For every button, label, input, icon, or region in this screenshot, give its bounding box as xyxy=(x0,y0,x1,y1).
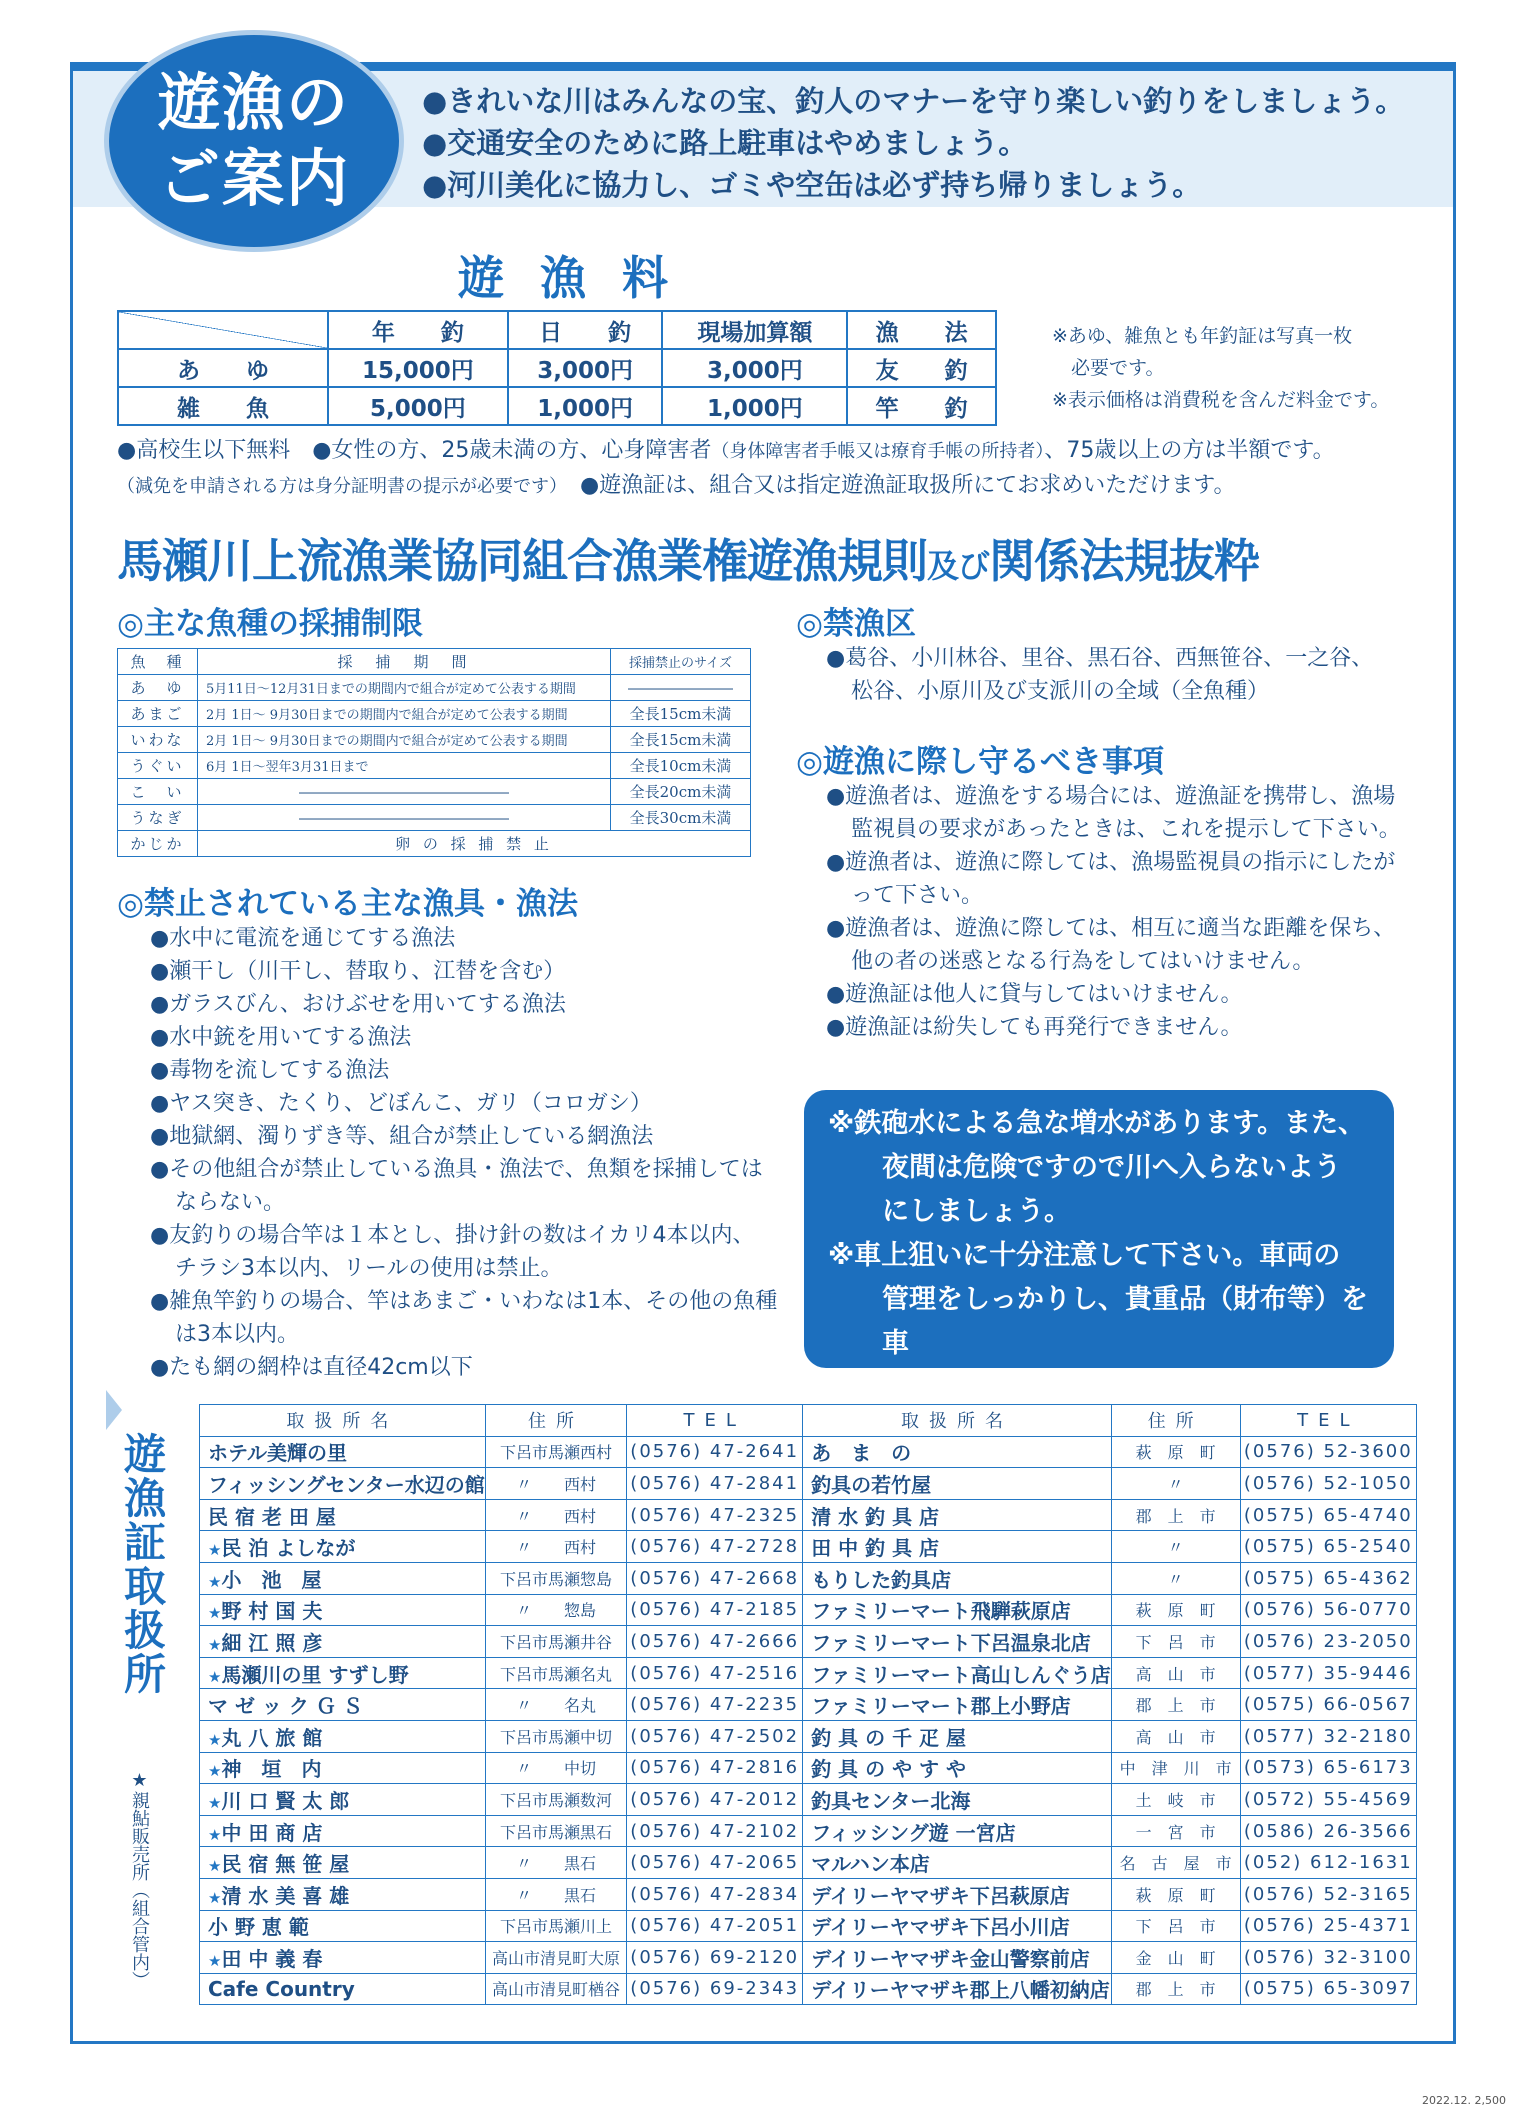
list-item: ●毒物を流してする漁法 xyxy=(150,1058,390,1083)
list-item: ●遊漁者は、遊漁に際しては、相互に適当な距離を保ち、 xyxy=(826,916,1396,941)
vendor-tel: (0576) 69-2120 xyxy=(627,1942,803,1974)
list-item: って下さい。 xyxy=(851,883,984,908)
vendor-name xyxy=(200,1910,486,1942)
vendor-name-text: 小 野 恵 範 xyxy=(208,1915,309,1940)
vendor-tel: (0576) 47-2728 xyxy=(627,1531,803,1563)
list-item: ならない。 xyxy=(175,1190,286,1215)
vendor-name-text: フィッシングセンター水辺の館 xyxy=(208,1472,485,1497)
list-item: ●瀬干し（川干し、替取り、江替を含む） xyxy=(150,959,566,984)
table-row xyxy=(200,1436,1417,1468)
vendor-name-text: 清 水 美 喜 雄 xyxy=(221,1883,350,1908)
discount-small: （身体障害者手帳又は療育手帳の所持者） xyxy=(711,441,1045,462)
vendor-tel: (0576) 47-2841 xyxy=(627,1468,803,1500)
catch-header: 魚 種 xyxy=(118,649,198,675)
vendor-tel: (0575) 65-4362 xyxy=(1240,1562,1416,1594)
vendors-star-note: ★親鮎販売所（組合管内） xyxy=(129,1770,150,1989)
vendor-name xyxy=(200,1784,486,1816)
fee-table xyxy=(117,310,997,426)
list-item: ●雑魚竿釣りの場合、竿はあまご・いわなは1本、その他の魚種 xyxy=(150,1289,778,1314)
vendor-header: 住所 xyxy=(1111,1405,1240,1437)
vendor-name xyxy=(200,1468,486,1500)
catch-row xyxy=(118,727,751,753)
discount-id-note: （減免を申請される方は身分証明書の提示が必要です） xyxy=(117,476,558,497)
catch-period: 2月 1日～ 9月30日までの期間内で組合が定めて公表する期間 xyxy=(198,727,611,753)
catch-fish: うなぎ xyxy=(118,805,198,831)
warning-line: 内に置かないようにしましょう。 xyxy=(882,1372,1287,1403)
catch-limit-table xyxy=(117,648,751,857)
vendor-header: 取扱所名 xyxy=(200,1405,486,1437)
fee-row xyxy=(118,349,996,387)
prohibited-gear-list xyxy=(150,922,777,1384)
vendor-address: 下 呂 市 xyxy=(1111,1910,1240,1942)
guide-badge xyxy=(104,30,404,252)
fee-row xyxy=(118,387,996,425)
list-item: ●遊漁者は、遊漁に際しては、漁場監視員の指示にしたが xyxy=(826,850,1396,875)
vendor-name xyxy=(200,1942,486,1974)
catch-row xyxy=(118,675,751,701)
table-row xyxy=(200,1942,1417,1974)
discount-end: 、75歳以上の方は半額です。 xyxy=(1044,438,1335,463)
vendor-address: 〃 惣島 xyxy=(485,1594,627,1626)
vendor-name xyxy=(200,1657,486,1689)
vendor-tel: (0576) 47-2668 xyxy=(627,1562,803,1594)
star-icon: ★ xyxy=(208,1604,222,1623)
fee-title: 遊 漁 料 xyxy=(458,251,679,305)
vendor-address: 〃 中切 xyxy=(485,1752,627,1784)
vendor-address: 郡 上 市 xyxy=(1111,1499,1240,1531)
vendor-name-text: 田 中 義 春 xyxy=(221,1946,323,1971)
list-item: ●遊漁証は他人に貸与してはいけません。 xyxy=(826,982,1243,1007)
vendor-header: TEL xyxy=(1240,1405,1416,1437)
vendor-name: 釣具センター北海 xyxy=(803,1784,1112,1816)
star-icon: ★ xyxy=(208,1730,222,1749)
catch-size: 全長10cm未満 xyxy=(611,753,751,779)
rules-title-small: 及び xyxy=(927,547,990,585)
table-row xyxy=(200,1594,1417,1626)
vendor-address: 萩 原 町 xyxy=(1111,1594,1240,1626)
vendor-tel: (0576) 47-2051 xyxy=(627,1910,803,1942)
warning-line: ※車上狙いに十分注意して下さい。車両の xyxy=(828,1240,1341,1271)
fee-header: 日 釣 xyxy=(508,311,663,349)
side-arrow-icon xyxy=(106,1390,122,1430)
table-row xyxy=(200,1784,1417,1816)
vendor-name xyxy=(200,1594,486,1626)
vendor-tel: (0576) 52-3165 xyxy=(1240,1878,1416,1910)
list-item: ●水中銃を用いてする漁法 xyxy=(150,1025,412,1050)
list-item: 他の者の迷惑となる行為をしてはいけません。 xyxy=(851,949,1315,974)
vendor-name: 釣 具 の や す や xyxy=(803,1752,1112,1784)
vendor-tel: (0575) 65-2540 xyxy=(1240,1531,1416,1563)
vendor-address: 下呂市馬瀬川上 xyxy=(485,1910,627,1942)
table-row xyxy=(200,1910,1417,1942)
catch-size: 全長20cm未満 xyxy=(611,779,751,805)
vendor-address: 下呂市馬瀬井谷 xyxy=(485,1626,627,1658)
vendor-tel: (0575) 65-4740 xyxy=(1240,1499,1416,1531)
list-item: ●葛谷、小川林谷、里谷、黒石谷、西無笹谷、一之谷、 xyxy=(826,646,1374,671)
vendor-address: 一 宮 市 xyxy=(1111,1815,1240,1847)
vendor-name xyxy=(200,1720,486,1752)
fee-method: 友 釣 xyxy=(847,349,996,387)
fee-note: ※表示価格は消費税を含んだ料金です。 xyxy=(1052,389,1390,411)
warning-line: ※鉄砲水による急な増水があります。また、 xyxy=(828,1108,1366,1139)
manner-notices xyxy=(422,80,1404,206)
star-icon: ★ xyxy=(208,1572,222,1591)
vendor-tel: (0576) 47-2012 xyxy=(627,1784,803,1816)
fee-surcharge: 1,000円 xyxy=(662,387,847,425)
print-date: 2022.12. 2,500 xyxy=(1422,2094,1506,2107)
star-icon: ★ xyxy=(208,1793,222,1812)
star-icon: ★ xyxy=(208,1888,222,1907)
vendor-address: 金 山 町 xyxy=(1111,1942,1240,1974)
vendor-tel: (0576) 52-3600 xyxy=(1240,1436,1416,1468)
catch-period: ―――――――――――――― xyxy=(198,779,611,805)
vendor-name: デイリーヤマザキ金山警察前店 xyxy=(803,1942,1112,1974)
catch-row xyxy=(118,779,751,805)
vendor-address: 〃 西村 xyxy=(485,1531,627,1563)
vendor-address: 下呂市馬瀬惣島 xyxy=(485,1562,627,1594)
vendor-name-text: 民 宿 老 田 屋 xyxy=(208,1504,336,1529)
vendor-name xyxy=(200,1562,486,1594)
vendor-tel: (0576) 52-1050 xyxy=(1240,1468,1416,1500)
table-row xyxy=(200,1815,1417,1847)
badge-line2: ご案内 xyxy=(157,142,350,215)
vendor-tel: (0576) 47-2641 xyxy=(627,1436,803,1468)
vendor-name-text: 神 垣 内 xyxy=(221,1757,322,1782)
fee-daily: 3,000円 xyxy=(508,349,663,387)
list-item: ●ガラスびん、おけぶせを用いてする漁法 xyxy=(150,992,566,1017)
warning-line: 管理をしっかりし、貴重品（財布等）を車 xyxy=(882,1284,1368,1359)
catch-header: 採 捕 期 間 xyxy=(198,649,611,675)
fee-surcharge: 3,000円 xyxy=(662,349,847,387)
catch-period: 6月 1日～翌年3月31日まで xyxy=(198,753,611,779)
vendor-address: 高山市清見町大原 xyxy=(485,1942,627,1974)
star-icon: ★ xyxy=(208,1541,222,1560)
vendor-name: もりした釣具店 xyxy=(803,1562,1112,1594)
catch-row xyxy=(118,831,751,857)
star-icon: ★ xyxy=(208,1667,222,1686)
vendor-tel: (052) 612-1631 xyxy=(1240,1847,1416,1879)
vendor-name: ファミリーマート下呂温泉北店 xyxy=(803,1626,1112,1658)
vendor-address: 下 呂 市 xyxy=(1111,1626,1240,1658)
list-item: ●その他組合が禁止している漁具・漁法で、魚類を採捕しては xyxy=(150,1157,763,1182)
vendor-name-text: Cafe Country xyxy=(208,1976,355,2001)
list-item: ●遊漁証は紛失しても再発行できません。 xyxy=(826,1015,1243,1040)
star-icon: ★ xyxy=(208,1951,222,1970)
vendor-address: 中 津 川 市 xyxy=(1111,1752,1240,1784)
fee-header: 現場加算額 xyxy=(662,311,847,349)
catch-row xyxy=(118,701,751,727)
vendor-tel: (0576) 47-2102 xyxy=(627,1815,803,1847)
fee-note: 必要です。 xyxy=(1052,357,1165,379)
vendor-address: 〃 xyxy=(1111,1562,1240,1594)
vendor-table xyxy=(199,1404,1417,2005)
closed-area-list xyxy=(826,642,1373,708)
vendor-address: 萩 原 町 xyxy=(1111,1436,1240,1468)
star-icon: ★ xyxy=(208,1825,222,1844)
table-row xyxy=(200,1657,1417,1689)
vendor-tel: (0576) 47-2065 xyxy=(627,1847,803,1879)
vendor-tel: (0576) 47-2834 xyxy=(627,1878,803,1910)
catch-row xyxy=(118,805,751,831)
table-row xyxy=(200,1531,1417,1563)
vendor-name xyxy=(200,1436,486,1468)
star-icon: ★ xyxy=(208,1762,222,1781)
vendor-name: デイリーヤマザキ下呂萩原店 xyxy=(803,1878,1112,1910)
obey-title: ◎遊漁に際し守るべき事項 xyxy=(796,744,1165,780)
table-row xyxy=(200,1468,1417,1500)
vendor-name: 田 中 釣 具 店 xyxy=(803,1531,1112,1563)
obey-list xyxy=(826,780,1401,1044)
vendor-address: 〃 黒石 xyxy=(485,1878,627,1910)
rules-title-main: 馬瀬川上流漁業協同組合漁業権遊漁規則 xyxy=(117,534,927,588)
vendor-tel: (0573) 65-6173 xyxy=(1240,1752,1416,1784)
vendor-tel: (0576) 69-2343 xyxy=(627,1973,803,2005)
fee-notes xyxy=(1052,320,1389,416)
table-row xyxy=(200,1562,1417,1594)
vendor-tel: (0576) 47-2516 xyxy=(627,1657,803,1689)
vendor-name xyxy=(200,1878,486,1910)
vendor-name-text: 細 江 照 彦 xyxy=(221,1630,323,1655)
vendor-tel: (0576) 47-2325 xyxy=(627,1499,803,1531)
discount-where: ●遊漁証は、組合又は指定遊漁証取扱所にてお求めいただけます。 xyxy=(580,473,1236,498)
vendor-address: 〃 西村 xyxy=(485,1499,627,1531)
safety-warning-box xyxy=(804,1090,1394,1403)
fee-note: ※あゆ、雑魚とも年釣証は写真一枚 xyxy=(1052,325,1353,347)
notice-item: ●交通安全のために路上駐車はやめましょう。 xyxy=(422,126,1028,160)
vendor-name xyxy=(200,1689,486,1721)
rules-title xyxy=(117,525,1259,591)
vendor-name: あ ま の xyxy=(803,1436,1112,1468)
vendor-name-text: 馬瀬川の里 すずし野 xyxy=(221,1662,409,1687)
vendor-tel: (0576) 47-2666 xyxy=(627,1626,803,1658)
vendor-name xyxy=(200,1973,486,2005)
warning-line: 夜間は危険ですので川へ入らないよう xyxy=(882,1152,1341,1183)
catch-limit-title: ◎主な魚種の採捕制限 xyxy=(117,606,424,642)
table-row xyxy=(200,1752,1417,1784)
list-item: ●友釣りの場合竿は１本とし、掛け針の数はイカリ4本以内、 xyxy=(150,1223,755,1248)
catch-fish: うぐい xyxy=(118,753,198,779)
vendor-name: 釣 具 の 千 疋 屋 xyxy=(803,1720,1112,1752)
vendor-name-text: 民 泊 よしなが xyxy=(221,1536,356,1561)
catch-size: 全長15cm未満 xyxy=(611,701,751,727)
vendor-header: 取扱所名 xyxy=(803,1405,1112,1437)
vendor-name-text: 野 村 国 夫 xyxy=(221,1599,323,1624)
table-row xyxy=(200,1973,1417,2005)
table-row xyxy=(200,1689,1417,1721)
vendor-name: ファミリーマート飛騨萩原店 xyxy=(803,1594,1112,1626)
vendor-name-text: ホテル美輝の里 xyxy=(208,1441,347,1466)
vendor-tel: (0575) 66-0567 xyxy=(1240,1689,1416,1721)
vendor-tel: (0577) 35-9446 xyxy=(1240,1657,1416,1689)
fee-header: 漁 法 xyxy=(847,311,996,349)
vendor-name-text: 中 田 商 店 xyxy=(221,1820,323,1845)
catch-fish: あまご xyxy=(118,701,198,727)
catch-fish: かじか xyxy=(118,831,198,857)
catch-period: ―――――――――――――― xyxy=(198,805,611,831)
vendor-address: 郡 上 市 xyxy=(1111,1973,1240,2005)
vendor-tel: (0576) 25-4371 xyxy=(1240,1910,1416,1942)
vendor-address: 高 山 市 xyxy=(1111,1720,1240,1752)
catch-size: 全長15cm未満 xyxy=(611,727,751,753)
vendor-name xyxy=(200,1815,486,1847)
fee-daily: 1,000円 xyxy=(508,387,663,425)
discount-info xyxy=(117,434,1335,504)
list-item: 松谷、小原川及び支派川の全域（全魚種） xyxy=(851,679,1270,704)
vendor-address: 下呂市馬瀬黒石 xyxy=(485,1815,627,1847)
vendors-title: 遊漁証取扱所 xyxy=(118,1432,167,1696)
vendor-tel: (0576) 47-2502 xyxy=(627,1720,803,1752)
vendor-address: 下呂市馬瀬西村 xyxy=(485,1436,627,1468)
discount-text: ●高校生以下無料 ●女性の方、25歳未満の方、心身障害者 xyxy=(117,438,712,463)
vendor-tel: (0576) 47-2816 xyxy=(627,1752,803,1784)
star-icon: ★ xyxy=(208,1857,222,1876)
vendor-tel: (0576) 23-2050 xyxy=(1240,1626,1416,1658)
fee-annual: 15,000円 xyxy=(328,349,508,387)
list-item: 監視員の要求があったときは、これを提示して下さい。 xyxy=(851,817,1401,842)
vendor-header: 住所 xyxy=(485,1405,627,1437)
vendor-address: 〃 xyxy=(1111,1531,1240,1563)
list-item: ●ヤス突き、たくり、どぼんこ、ガリ（コロガシ） xyxy=(150,1091,652,1116)
fee-annual: 5,000円 xyxy=(328,387,508,425)
vendor-name: ファミリーマート高山しんぐう店 xyxy=(803,1657,1112,1689)
vendor-name xyxy=(200,1752,486,1784)
vendor-name: 釣具の若竹屋 xyxy=(803,1468,1112,1500)
catch-size: ――――――― xyxy=(611,675,751,701)
vendor-name-text: 丸 八 旅 館 xyxy=(221,1725,323,1750)
list-item: ●たも網の網枠は直径42cm以下 xyxy=(150,1355,473,1380)
catch-fish: いわな xyxy=(118,727,198,753)
vendor-name: フィッシング遊 一宮店 xyxy=(803,1815,1112,1847)
list-item: ●遊漁者は、遊漁をする場合には、遊漁証を携帯し、漁場 xyxy=(826,784,1396,809)
notice-item: ●きれいな川はみんなの宝、釣人のマナーを守り楽しい釣りをしましょう。 xyxy=(422,84,1405,118)
vendor-address: 下呂市馬瀬中切 xyxy=(485,1720,627,1752)
vendor-tel: (0576) 47-2185 xyxy=(627,1594,803,1626)
vendor-name: 清 水 釣 具 店 xyxy=(803,1499,1112,1531)
table-row xyxy=(200,1878,1417,1910)
vendor-tel: (0576) 47-2235 xyxy=(627,1689,803,1721)
fee-fish: あ ゆ xyxy=(118,349,328,387)
vendor-name-text: マ ゼ ッ ク Ｇ Ｓ xyxy=(208,1694,363,1719)
table-row xyxy=(200,1847,1417,1879)
list-item: チラシ3本以内、リールの使用は禁止。 xyxy=(175,1256,563,1281)
table-row xyxy=(200,1499,1417,1531)
catch-size: 全長30cm未満 xyxy=(611,805,751,831)
catch-fish: こ い xyxy=(118,779,198,805)
catch-period: 5月11日～12月31日までの期間内で組合が定めて公表する期間 xyxy=(198,675,611,701)
star-icon: ★ xyxy=(208,1635,222,1654)
vendor-address: 高山市清見町楢谷 xyxy=(485,1973,627,2005)
fee-method: 竿 釣 xyxy=(847,387,996,425)
vendor-name xyxy=(200,1847,486,1879)
warning-line: にしましょう。 xyxy=(882,1196,1071,1227)
vendor-address: 〃 西村 xyxy=(485,1468,627,1500)
catch-period: 卵 の 採 捕 禁 止 xyxy=(198,831,751,857)
fee-fish: 雑 魚 xyxy=(118,387,328,425)
badge-line1: 遊漁の xyxy=(157,66,350,139)
catch-header: 採捕禁止のサイズ xyxy=(611,649,751,675)
vendor-name xyxy=(200,1531,486,1563)
vendor-name-text: 小 池 屋 xyxy=(221,1567,322,1592)
vendor-address: 萩 原 町 xyxy=(1111,1878,1240,1910)
vendor-address: 名 古 屋 市 xyxy=(1111,1847,1240,1879)
vendor-address: 下呂市馬瀬名丸 xyxy=(485,1657,627,1689)
fee-header: 年 釣 xyxy=(328,311,508,349)
catch-row xyxy=(118,753,751,779)
vendor-tel: (0586) 26-3566 xyxy=(1240,1815,1416,1847)
notice-item: ●河川美化に協力し、ゴミや空缶は必ず持ち帰りましょう。 xyxy=(422,168,1202,202)
vendor-header: TEL xyxy=(627,1405,803,1437)
vendor-tel: (0572) 55-4569 xyxy=(1240,1784,1416,1816)
vendor-name-text: 民 宿 無 笹 屋 xyxy=(221,1852,350,1877)
vendor-name: マルハン本店 xyxy=(803,1847,1112,1879)
vendor-name: デイリーヤマザキ郡上八幡初納店 xyxy=(803,1973,1112,2005)
vendor-address: 下呂市馬瀬数河 xyxy=(485,1784,627,1816)
vendor-address: 〃 名丸 xyxy=(485,1689,627,1721)
vendor-tel: (0575) 65-3097 xyxy=(1240,1973,1416,2005)
prohibited-gear-title: ◎禁止されている主な漁具・漁法 xyxy=(117,886,579,922)
vendor-name: ファミリーマート郡上小野店 xyxy=(803,1689,1112,1721)
vendor-address: 郡 上 市 xyxy=(1111,1689,1240,1721)
vendor-tel: (0576) 56-0770 xyxy=(1240,1594,1416,1626)
table-row xyxy=(200,1626,1417,1658)
list-item: ●地獄網、濁りずき等、組合が禁止している網漁法 xyxy=(150,1124,654,1149)
closed-area-title: ◎禁漁区 xyxy=(796,606,917,642)
vendor-address: 土 岐 市 xyxy=(1111,1784,1240,1816)
vendor-name xyxy=(200,1499,486,1531)
list-item: ●水中に電流を通じてする漁法 xyxy=(150,926,456,951)
fee-corner-cell xyxy=(118,311,328,349)
vendor-address: 〃 黒石 xyxy=(485,1847,627,1879)
vendor-tel: (0576) 32-3100 xyxy=(1240,1942,1416,1974)
catch-period: 2月 1日～ 9月30日までの期間内で組合が定めて公表する期間 xyxy=(198,701,611,727)
table-row xyxy=(200,1720,1417,1752)
vendor-tel: (0577) 32-2180 xyxy=(1240,1720,1416,1752)
list-item: は3本以内。 xyxy=(175,1322,299,1347)
vendor-address: 高 山 市 xyxy=(1111,1657,1240,1689)
catch-fish: あ ゆ xyxy=(118,675,198,701)
vendor-name-text: 川 口 賢 太 郎 xyxy=(221,1788,350,1813)
vendor-address: 〃 xyxy=(1111,1468,1240,1500)
vendor-rows xyxy=(200,1436,1417,2005)
rules-title-end: 関係法規抜粋 xyxy=(989,534,1260,588)
vendor-name: デイリーヤマザキ下呂小川店 xyxy=(803,1910,1112,1942)
vendor-name xyxy=(200,1626,486,1658)
